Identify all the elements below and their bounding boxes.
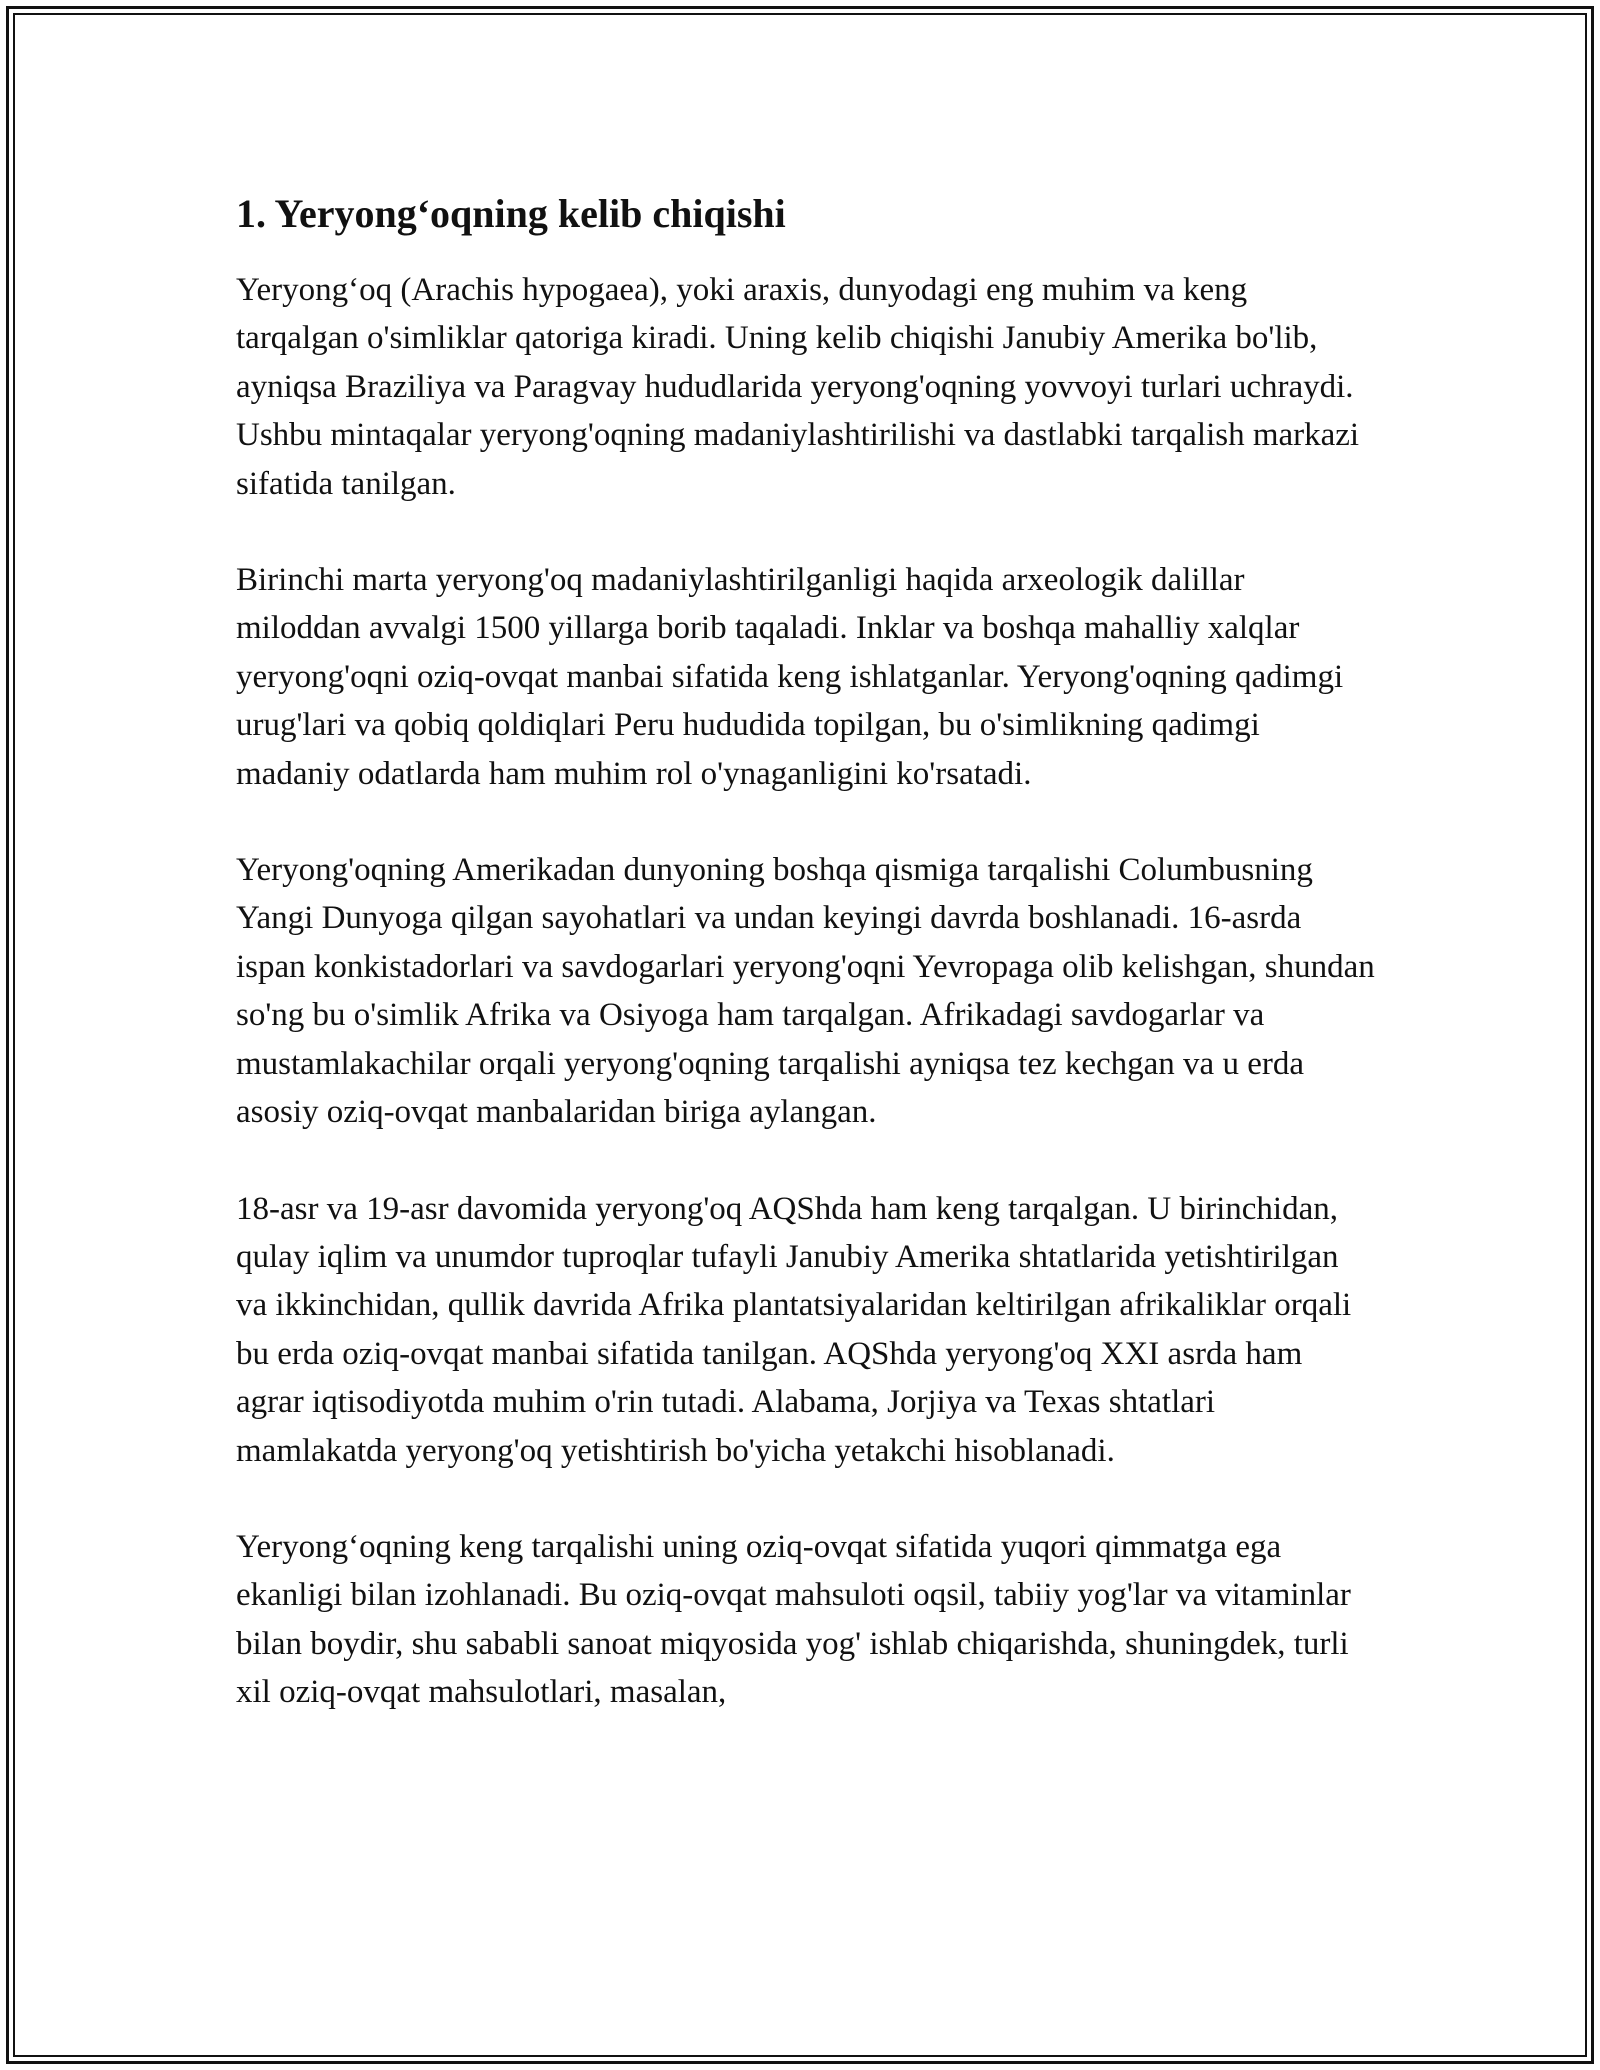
- paragraph-usa: 18-asr va 19-asr davomida yeryong'oq AQShda ham keng tarqalgan. U birinchidan, qulay iqlim va unumdor tuproqlar tufayli Janubiy Amerika shtatlarida yetishtirilgan va ikkinchidan, qullik davrida Afrika plantatsiyalaridan keltirilgan afrikaliklar orqali bu erda oziq-ovqat manbai sifatida tanilgan. AQShda yeryong'oq XXI asrda ham agrar iqtisodiyotda muhim o'rin tutadi. Alabama, Jorjiya va Texas shtatlari mamlakatda yeryong'oq yetishtirish bo'yicha yetakchi hisoblanadi.: [236, 1190, 1352, 1469]
- paragraph-archaeology: Birinchi marta yeryong'oq madaniylashtirilganligi haqida arxeologik dalillar miloddan avvalgi 1500 yillarga borib taqaladi. Inklar va boshqa mahalliy xalqlar yeryong'oqni oziq-ovqat manbai sifatida keng ishlatganlar. Yeryong'oqning qadimgi urug'lari va qobiq qoldiqlari Peru hududida topilgan, bu o'simlikning qadimgi madaniy odatlarda ham muhim rol o'ynaganligini ko'rsatadi.: [236, 562, 1344, 792]
- paragraph-spread-world: Yeryong'oqning Amerikadan dunyoning boshqa qismiga tarqalishi Columbusning Yangi Dunyoga qilgan sayohatlari va undan keyingi davrda boshlanadi. 16-asrda ispan konkistadorlari va savdogarlari yeryong'oqni Yevropaga olib kelishgan, shundan so'ng bu o'simlik Afrika va Osiyoga ham tarqalgan. Afrikadagi savdogarlar va mustamlakachilar orqali yeryong'oqning tarqalishi ayniqsa tez kechgan va u erda asosiy oziq-ovqat manbalaridan biriga aylangan.: [236, 852, 1375, 1131]
- paragraph-food-value: Yeryong‘oqning keng tarqalishi uning oziq-ovqat sifatida yuqori qimmatga ega ekanligi bilan izohlanadi. Bu oziq-ovqat mahsuloti oqsil, tabiiy yog'lar va vitaminlar bilan boydir, shu sababli sanoat miqyosida yog' ishlab chiqarishda, shuningdek, turli xil oziq-ovqat mahsulotlari, masalan,: [236, 1528, 1351, 1711]
- document-body: [236, 186, 1376, 1765]
- paragraph-origin: Yeryong‘oq (Arachis hypogaea), yoki araxis, dunyodagi eng muhim va keng tarqalgan o'simliklar qatoriga kiradi. Uning kelib chiqishi Janubiy Amerika bo'lib, ayniqsa Braziliya va Paragvay hududlarida yeryong'oqning yovvoyi turlari uchraydi. Ushbu mintaqalar yeryong'oqning madaniylashtirilishi va dastlabki tarqalish markazi sifatida tanilgan.: [236, 272, 1360, 502]
- section-heading: 1. Yeryong‘oqning kelib chiqishi: [236, 191, 786, 236]
